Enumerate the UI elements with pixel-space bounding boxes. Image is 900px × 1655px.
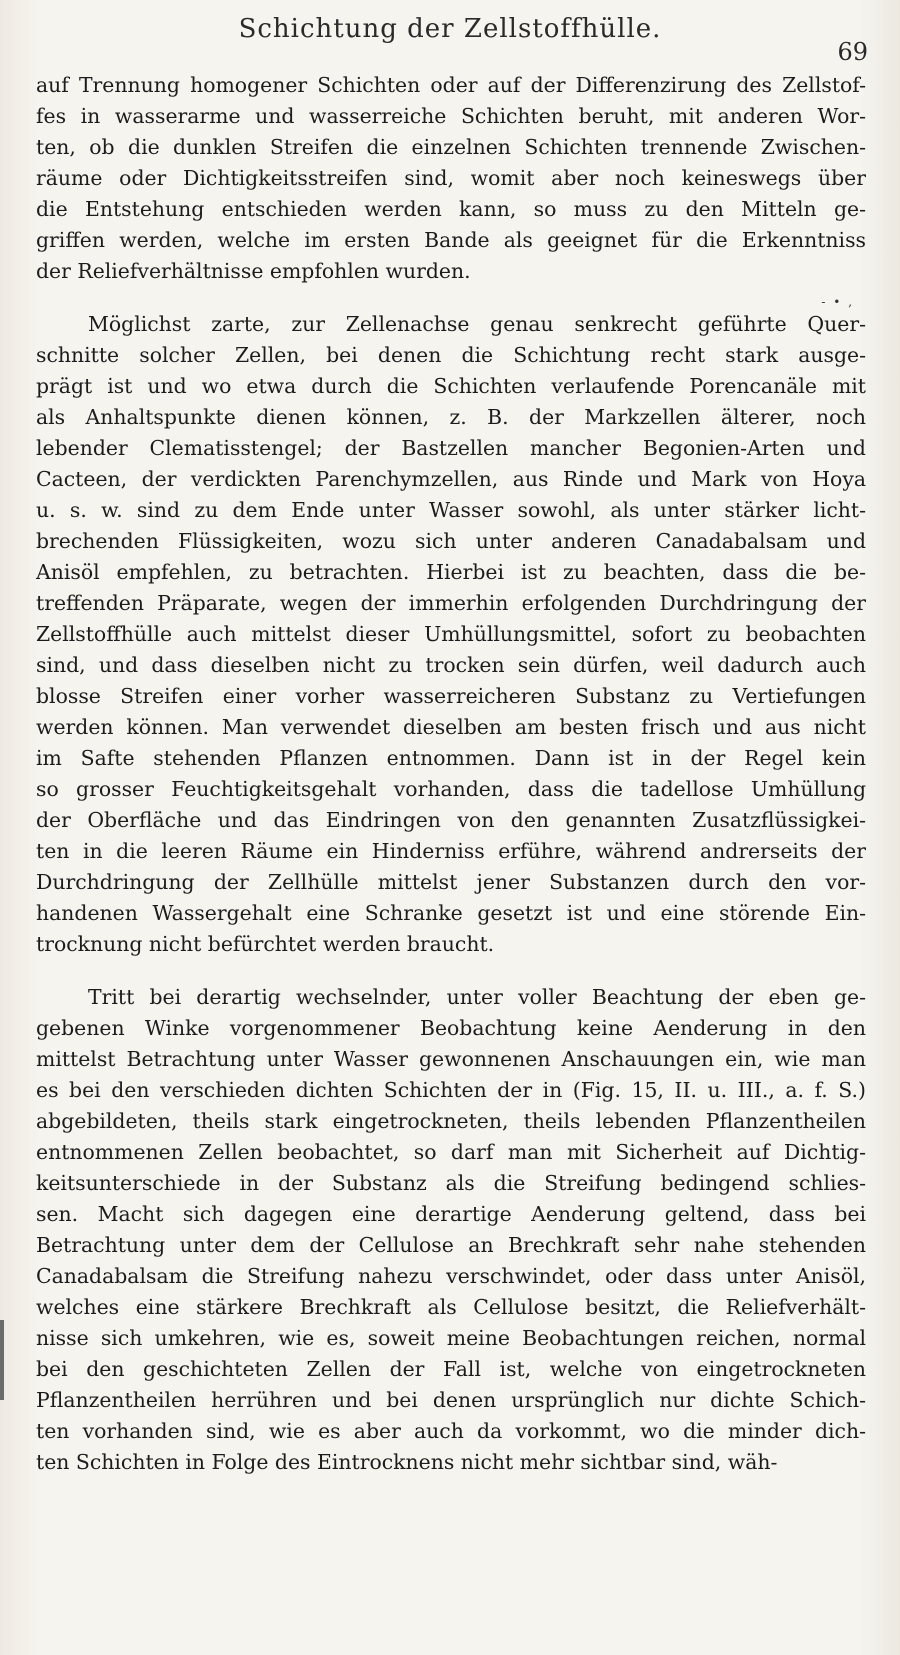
- text-line: auf Trennung homogener Schichten oder auf der Differenzirung des Zellstof-: [36, 73, 866, 97]
- text-line: werden können. Man verwendet dieselben am besten frisch und aus nicht: [36, 715, 866, 739]
- text-line: treffenden Präparate, wegen der immerhin erfolgenden Durchdringung der: [36, 591, 866, 615]
- text-line: im Safte stehenden Pflanzen entnommen. Dann ist in der Regel kein: [36, 746, 866, 770]
- paragraph: [36, 982, 866, 1478]
- page-number: 69: [837, 38, 868, 66]
- text-line: abgebildeten, theils stark eingetrockneten, theils lebenden Pflanzentheilen: [36, 1109, 866, 1133]
- text-line: der Oberfläche und das Eindringen von den genannten Zusatzflüssigkei-: [36, 808, 866, 832]
- text-line: die Entstehung entschieden werden kann, so muss zu den Mitteln ge-: [36, 197, 866, 221]
- text-line: Cacteen, der verdickten Parenchymzellen, aus Rinde und Mark von Hoya: [36, 467, 866, 491]
- text-line: entnommenen Zellen beobachtet, so darf man mit Sicherheit auf Dichtig-: [36, 1140, 866, 1164]
- text-line: ten, ob die dunklen Streifen die einzelnen Schichten trennende Zwischen-: [36, 135, 866, 159]
- paragraph-gap: [36, 287, 866, 309]
- paragraph: [36, 70, 866, 287]
- paragraph-gap: [36, 960, 866, 982]
- text-line: prägt ist und wo etwa durch die Schichten verlaufende Porencanäle mit: [36, 374, 866, 398]
- text-line: der Reliefverhältnisse empfohlen wurden.: [36, 259, 471, 283]
- text-line: mittelst Betrachtung unter Wasser gewonnenen Anschauungen ein, wie man: [36, 1047, 866, 1071]
- text-line: sen. Macht sich dagegen eine derartige Aenderung geltend, dass bei: [36, 1202, 866, 1226]
- text-line: als Anhaltspunkte dienen können, z. B. der Markzellen älterer, noch: [36, 405, 866, 429]
- text-line: welches eine stärkere Brechkraft als Cellulose besitzt, die Reliefverhält-: [36, 1295, 866, 1319]
- text-line: es bei den verschieden dichten Schichten der in (Fig. 15, II. u. III., a. f. S.): [36, 1078, 866, 1102]
- text-line: brechenden Flüssigkeiten, wozu sich unter anderen Canadabalsam und: [36, 529, 866, 553]
- text-line: Möglichst zarte, zur Zellenachse genau senkrecht geführte Quer-: [88, 312, 866, 336]
- text-line: räume oder Dichtigkeitsstreifen sind, womit aber noch keineswegs über: [36, 166, 866, 190]
- text-line: bei den geschichteten Zellen der Fall ist, welche von eingetrockneten: [36, 1357, 866, 1381]
- text-line: nisse sich umkehren, wie es, soweit meine Beobachtungen reichen, normal: [36, 1326, 866, 1350]
- margin-marks: ‐ • ‚: [821, 295, 854, 309]
- text-line: gebenen Winke vorgenommener Beobachtung keine Aenderung in den: [36, 1016, 866, 1040]
- text-line: blosse Streifen einer vorher wasserreicheren Substanz zu Vertiefungen: [36, 684, 866, 708]
- text-line: ten Schichten in Folge des Eintrocknens nicht mehr sichtbar sind, wäh-: [36, 1450, 778, 1474]
- text-line: Anisöl empfehlen, zu betrachten. Hierbei ist zu beachten, dass die be-: [36, 560, 866, 584]
- body-text: [36, 70, 866, 1478]
- text-line: so grosser Feuchtigkeitsgehalt vorhanden, dass die tadellose Umhüllung: [36, 777, 866, 801]
- text-line: schnitte solcher Zellen, bei denen die Schichtung recht stark ausge-: [36, 343, 866, 367]
- text-line: ten in die leeren Räume ein Hinderniss erführe, während andrerseits der: [36, 839, 866, 863]
- text-line: Tritt bei derartig wechselnder, unter voller Beachtung der eben ge-: [88, 985, 866, 1009]
- text-line: fes in wasserarme und wasserreiche Schichten beruht, mit anderen Wor-: [36, 104, 866, 128]
- running-head: Schichtung der Zellstoffhülle.: [238, 14, 662, 44]
- text-line: keitsunterschiede in der Substanz als die Streifung bedingend schlies-: [36, 1171, 866, 1195]
- text-line: Durchdringung der Zellhülle mittelst jener Substanzen durch den vor-: [36, 870, 866, 894]
- text-line: sind, und dass dieselben nicht zu trocken sein dürfen, weil dadurch auch: [36, 653, 866, 677]
- text-line: lebender Clematisstengel; der Bastzellen mancher Begonien-Arten und: [36, 436, 866, 460]
- text-line: griffen werden, welche im ersten Bande als geeignet für die Erkenntniss: [36, 228, 866, 252]
- text-line: Zellstoffhülle auch mittelst dieser Umhüllungsmittel, sofort zu beobachten: [36, 622, 866, 646]
- page-edge-shadow: [0, 1320, 4, 1400]
- text-line: Canadabalsam die Streifung nahezu verschwindet, oder dass unter Anisöl,: [36, 1264, 866, 1288]
- text-line: handenen Wassergehalt eine Schranke gesetzt ist und eine störende Ein-: [36, 901, 866, 925]
- text-line: ten vorhanden sind, wie es aber auch da vorkommt, wo die minder dich-: [36, 1419, 866, 1443]
- text-line: Pflanzentheilen herrühren und bei denen ursprünglich nur dichte Schich-: [36, 1388, 866, 1412]
- text-line: u. s. w. sind zu dem Ende unter Wasser sowohl, als unter stärker licht-: [36, 498, 866, 522]
- text-line: trocknung nicht befürchtet werden braucht.: [36, 932, 495, 956]
- text-line: Betrachtung unter dem der Cellulose an Brechkraft sehr nahe stehenden: [36, 1233, 866, 1257]
- paragraph: [36, 309, 866, 960]
